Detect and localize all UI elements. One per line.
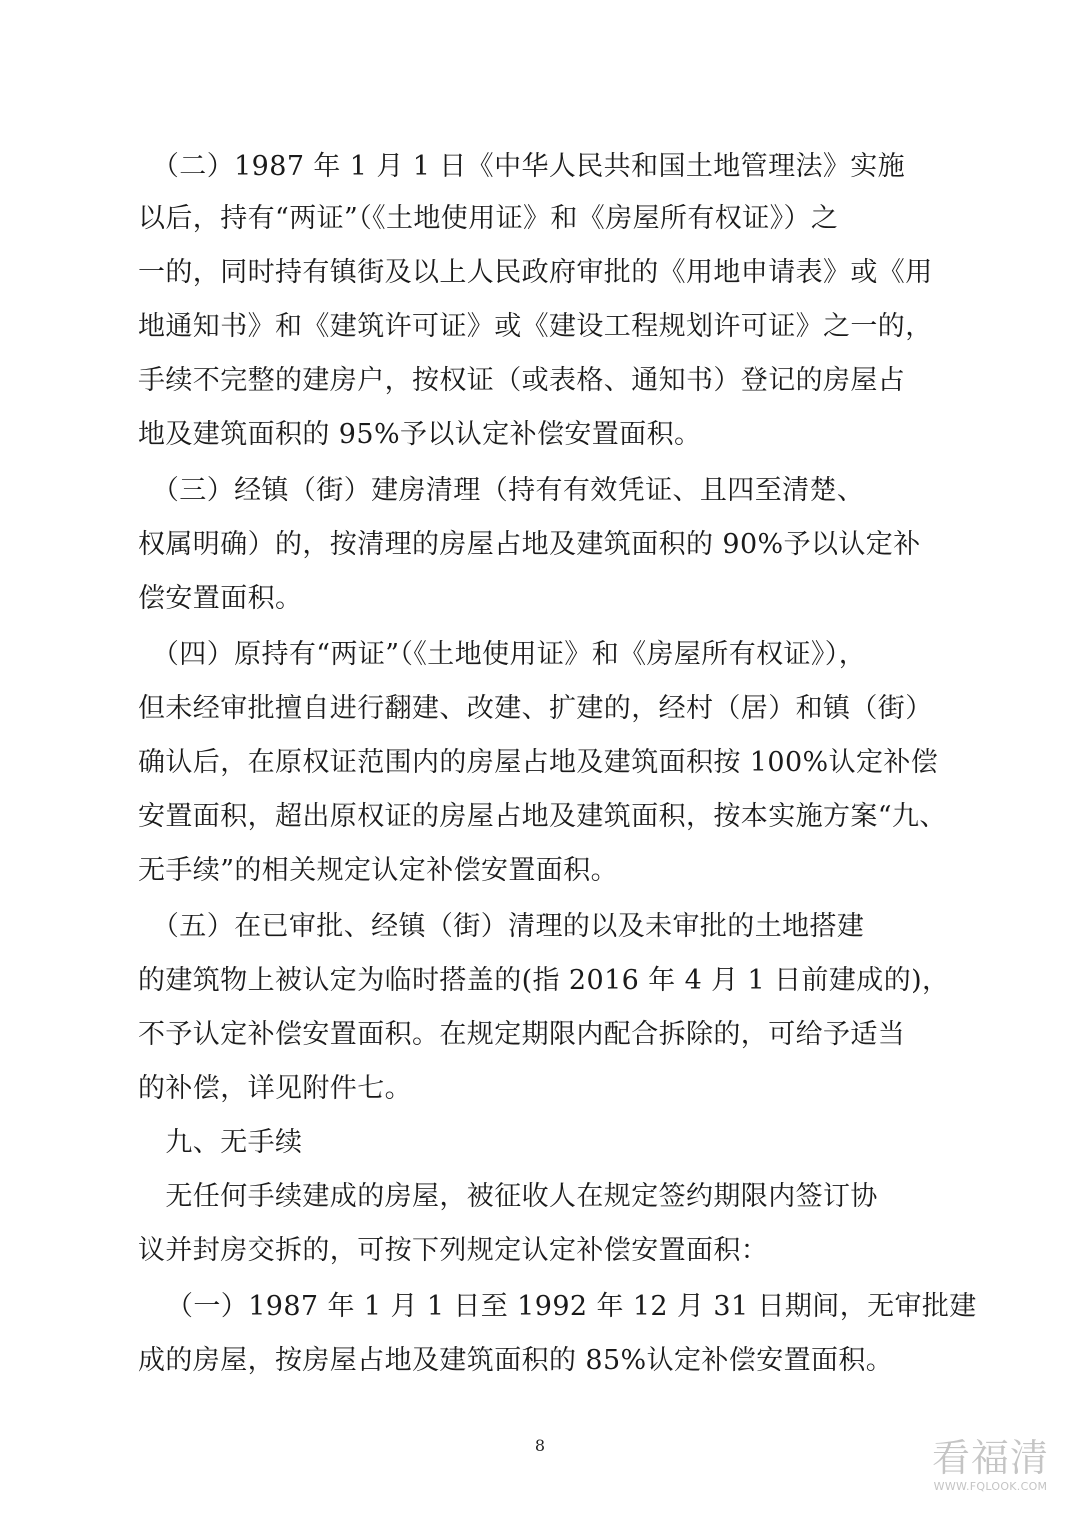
text-line: 议并封房交拆的，可按下列规定认定补偿安置面积：	[138, 1235, 769, 1266]
text-line: （五）在已审批、经镇（街）清理的以及未审批的土地搭建	[138, 911, 865, 942]
text-line: 成的房屋，按房屋占地及建筑面积的 85%认定补偿安置面积。	[138, 1345, 894, 1376]
text-line: 地通知书》和《建筑许可证》或《建设工程规划许可证》之一的，	[138, 311, 933, 342]
text-line: 地及建筑面积的 95%予以认定补偿安置面积。	[138, 419, 702, 450]
section-heading: 九、无手续	[138, 1127, 303, 1158]
text-line: （三）经镇（街）建房清理（持有有效凭证、且四至清楚、	[138, 475, 865, 506]
text-line: （四）原持有“两证”（《土地使用证》和《房屋所有权证》），	[138, 639, 867, 670]
watermark-logo	[923, 1436, 1058, 1494]
text-line: 安置面积，超出原权证的房屋占地及建筑面积，按本实施方案“九、	[138, 801, 947, 832]
text-line: 一的，同时持有镇街及以上人民政府审批的《用地申请表》或《用	[138, 257, 933, 288]
text-line: 确认后，在原权证范围内的房屋占地及建筑面积按 100%认定补偿	[138, 747, 939, 778]
page-number: 8	[534, 1436, 546, 1455]
text-line: 权属明确）的，按清理的房屋占地及建筑面积的 90%予以认定补	[138, 529, 921, 560]
text-line: 但未经审批擅自进行翻建、改建、扩建的，经村（居）和镇（街）	[138, 693, 933, 724]
text-line: 无任何手续建成的房屋，被征收人在规定签约期限内签订协	[138, 1181, 878, 1212]
text-line: 的补偿，详见附件七。	[138, 1073, 412, 1104]
text-line: 以后，持有“两证”（《土地使用证》和《房屋所有权证》）之	[138, 203, 839, 234]
text-line: 不予认定补偿安置面积。在规定期限内配合拆除的，可给予适当	[138, 1019, 906, 1050]
text-line: （二）1987 年 1 月 1 日《中华人民共和国土地管理法》实施	[138, 151, 906, 182]
text-line: （一）1987 年 1 月 1 日至 1992 年 12 月 31 日期间，无审批建	[166, 1291, 977, 1322]
watermark-url: WWW.FQLOOK.COM	[933, 1480, 1048, 1493]
text-line: 偿安置面积。	[138, 583, 303, 614]
text-line: 的建筑物上被认定为临时搭盖的(指 2016 年 4 月 1 日前建成的)，	[138, 965, 950, 996]
watermark-text: 看福清	[931, 1436, 1049, 1480]
text-line: 无手续”的相关规定认定补偿安置面积。	[138, 855, 619, 886]
text-line: 手续不完整的建房户，按权证（或表格、通知书）登记的房屋占	[138, 365, 906, 396]
